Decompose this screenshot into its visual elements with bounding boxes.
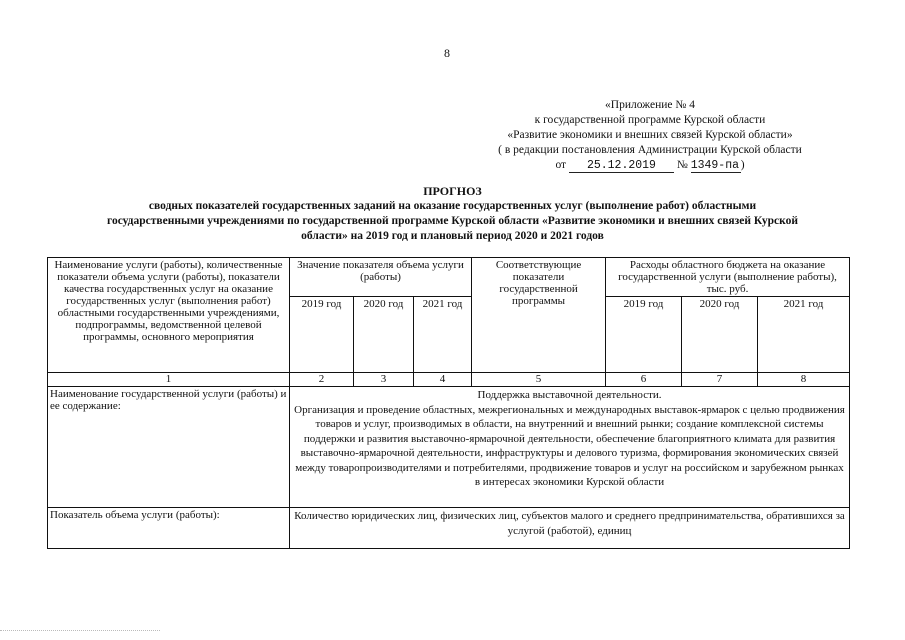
appendix-line-1: «Приложение № 4 (605, 99, 695, 111)
closing-paren: ) (740, 159, 745, 171)
document-title (40, 184, 865, 244)
header-name-cell: Наименование услуги (работы), количественные показатели объема услуги (работы), показатели качества государственных услуг на оказание государственных услуг (выполнения работ) областными государственными учреждениями, подпрограммы, ведомственной целевой программы, основного мероприятия (48, 258, 290, 373)
header-budget-group: Расходы областного бюджета на оказание государственной услуги (выполнение работы), тыс. руб. (606, 258, 850, 297)
header-budget-year-2019: 2019 год (606, 297, 682, 373)
service-content-cell (290, 387, 850, 508)
column-number-5: 5 (472, 373, 606, 387)
service-name-label: Наименование государственной услуги (работы) и ее содержание: (48, 387, 290, 508)
service-content-lead: Поддержка выставочной деятельности. (477, 389, 662, 401)
title-line-2: государственными учреждениями по государственной программе Курской области «Развитие экономики и внешних связей Курской (107, 215, 798, 227)
forecast-table (47, 257, 850, 549)
title-line-1: сводных показателей государственных заданий на оказание государственных услуг (выполнение работ) областными (148, 200, 757, 212)
appendix-date-line (470, 158, 830, 173)
table-row (48, 508, 850, 549)
number-prefix: № (676, 159, 688, 171)
column-number-1: 1 (48, 373, 290, 387)
column-number-6: 6 (606, 373, 682, 387)
date-prefix: от (555, 159, 567, 171)
number-value: 1349-па (690, 159, 739, 172)
page-number: 8 (444, 46, 450, 60)
volume-indicator-label: Показатель объема услуги (работы): (48, 508, 290, 549)
header-budget-year-2021: 2021 год (758, 297, 850, 373)
date-value: 25.12.2019 (569, 160, 674, 173)
column-number-8: 8 (758, 373, 850, 387)
column-number-3: 3 (354, 373, 414, 387)
title-heading: ПРОГНОЗ (423, 184, 482, 198)
table-row (48, 387, 850, 508)
volume-indicator-text: Количество юридических лиц, физических лиц, субъектов малого и среднего предпринимательства, обратившихся за услугой (работой), единиц (290, 508, 850, 549)
column-number-4: 4 (414, 373, 472, 387)
page-edge-divider (0, 630, 160, 637)
appendix-line-2: к государственной программе Курской области (534, 114, 766, 126)
header-year-2021: 2021 год (414, 297, 472, 373)
column-number-2: 2 (290, 373, 354, 387)
header-budget-year-2020: 2020 год (682, 297, 758, 373)
header-program-cell: Соответствующие показатели государственной программы (472, 258, 606, 373)
header-value-group: Значение показателя объема услуги (работы) (290, 258, 472, 297)
header-year-2020: 2020 год (354, 297, 414, 373)
appendix-line-3: «Развитие экономики и внешних связей Курской области» (507, 129, 793, 141)
column-number-7: 7 (682, 373, 758, 387)
column-numbers-row (48, 373, 850, 387)
appendix-block (470, 98, 830, 173)
service-content-text: Организация и проведение областных, межрегиональных и международных выставок-ярмарок с целью продвижения товаров и услуг, производимых в области, на внутренний и внешний рынки; создание комплексной системы поддержки и развития выставочно-ярмарочной деятельности, обеспечение благоприятного климата для развития выставочно-ярмарочной деятельности, инфраструктуры и делового туризма, формирования экономических связей между товаропроизводителями и потребителями, продвижение товаров и услуг на российском и зарубежном рынках в интересах экономики Курской области (294, 403, 845, 488)
appendix-line-4: ( в редакции постановления Администрации Курской области (498, 144, 802, 156)
header-year-2019: 2019 год (290, 297, 354, 373)
title-line-3: области» на 2019 год и плановый период 2020 и 2021 годов (301, 230, 604, 242)
